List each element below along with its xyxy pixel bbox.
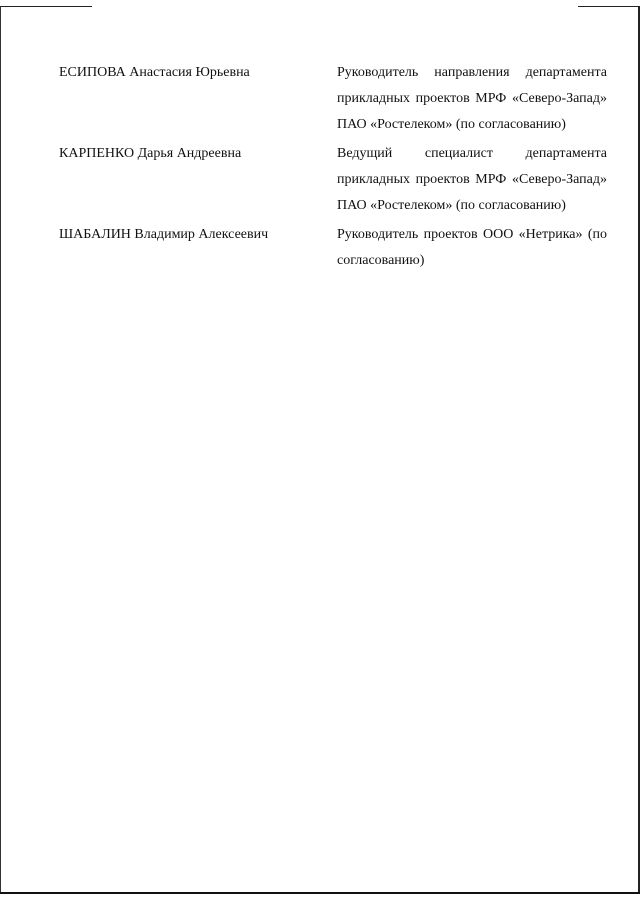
member-role: Ведущий специалист департамента прикладных проектов МРФ «Северо-Запад» ПАО «Ростелеком» (по согласованию) [337, 146, 607, 213]
scan-border-top-left [0, 6, 92, 7]
member-row [59, 222, 607, 274]
member-name: ШАБАЛИН Владимир Алексеевич [59, 227, 269, 242]
member-name: КАРПЕНКО Дарья Андреевна [59, 146, 242, 161]
scan-border-left [0, 6, 1, 894]
member-name: ЕСИПОВА Анастасия Юрьевна [59, 65, 250, 80]
member-role: Руководитель проектов ООО «Нетрика» (по согласованию) [337, 227, 607, 268]
member-row [59, 141, 607, 219]
member-list [59, 60, 607, 277]
member-role: Руководитель направления департамента прикладных проектов МРФ «Северо-Запад» ПАО «Ростелеком» (по согласованию) [337, 65, 607, 132]
member-row [59, 60, 607, 138]
scan-border-top-right [578, 6, 640, 7]
scan-border-bottom [0, 892, 640, 894]
